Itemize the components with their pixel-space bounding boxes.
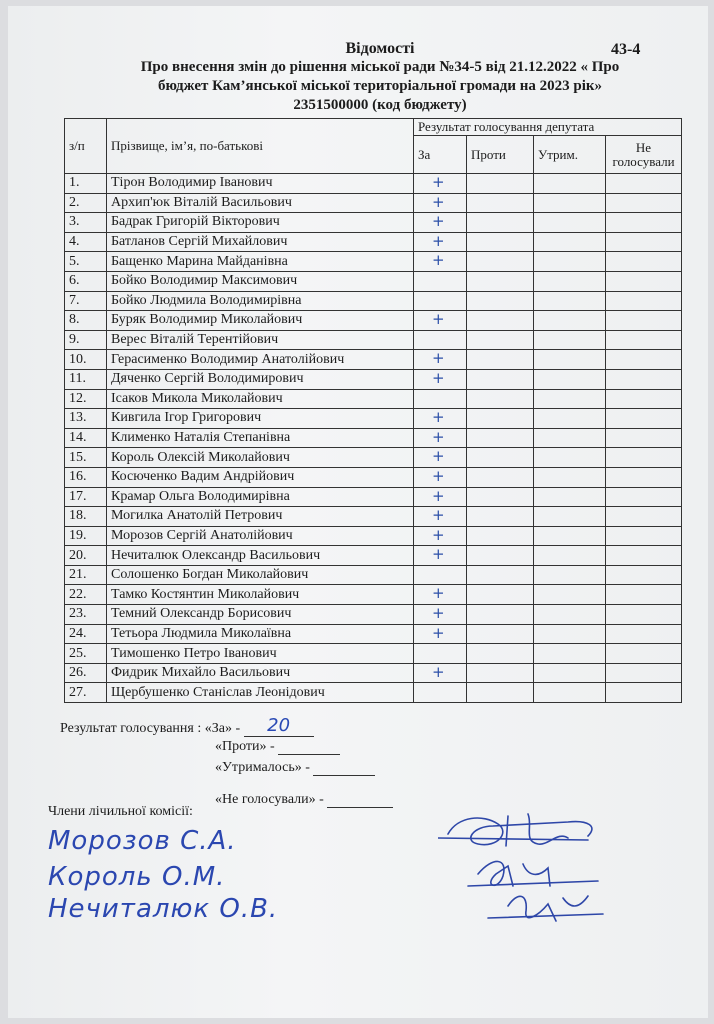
header-num: з/п: [65, 119, 107, 174]
result-za-blank: [244, 715, 314, 737]
row-name: Темний Олександр Борисович: [107, 605, 414, 625]
row-name: Бащенко Марина Майданівна: [107, 252, 414, 272]
row-proty: [467, 213, 534, 233]
row-name: Буряк Володимир Миколайович: [107, 311, 414, 331]
table-row: [65, 507, 682, 527]
row-utrym: [534, 467, 606, 487]
row-utrym: [534, 565, 606, 585]
row-name: Косюченко Вадим Андрійович: [107, 467, 414, 487]
row-num: 23.: [65, 605, 107, 625]
result-za-label: «За» -: [204, 721, 241, 736]
row-proty: [467, 291, 534, 311]
table-row: [65, 448, 682, 468]
row-utrym: [534, 487, 606, 507]
row-utrym: [534, 271, 606, 291]
header-ne-holosuvaly: Не голосували: [606, 136, 682, 174]
vote-mark: +: [432, 428, 445, 446]
table-row: [65, 546, 682, 566]
row-utrym: [534, 291, 606, 311]
header-utrym: Утрим.: [534, 136, 606, 174]
header-za: За: [414, 136, 467, 174]
table-row: [65, 232, 682, 252]
row-utrym: [534, 330, 606, 350]
row-za: [414, 291, 467, 311]
row-name: Тетьора Людмила Миколаївна: [107, 624, 414, 644]
table-row: [65, 526, 682, 546]
result-ne-blank: [327, 791, 393, 808]
document-subtitle-line-2: бюджет Кам’янської міської територіальної громади на 2023 рік»: [157, 78, 603, 94]
result-proty-label: «Проти» -: [215, 739, 275, 754]
table-row: [65, 428, 682, 448]
row-proty: [467, 605, 534, 625]
row-proty: [467, 350, 534, 370]
vote-mark: +: [432, 663, 445, 681]
row-utrym: [534, 428, 606, 448]
row-ne: [606, 213, 682, 233]
row-name: Тамко Костянтин Миколайович: [107, 585, 414, 605]
row-name: Батланов Сергій Михайлович: [107, 232, 414, 252]
row-proty: [467, 193, 534, 213]
row-proty: [467, 409, 534, 429]
row-ne: [606, 369, 682, 389]
row-utrym: [534, 311, 606, 331]
row-name: Тірон Володимир Іванович: [107, 174, 414, 194]
document-number: 43-4: [611, 41, 641, 58]
table-row: [65, 487, 682, 507]
row-num: 1.: [65, 174, 107, 194]
row-utrym: [534, 232, 606, 252]
row-ne: [606, 546, 682, 566]
row-proty: [467, 487, 534, 507]
row-utrym: [534, 213, 606, 233]
row-za: [414, 213, 467, 233]
document-subtitle-line-1: Про внесення змін до рішення міської ради №34-5 від 21.12.2022 « Про: [140, 59, 620, 75]
row-za: [414, 389, 467, 409]
row-proty: [467, 644, 534, 664]
row-utrym: [534, 624, 606, 644]
row-ne: [606, 330, 682, 350]
vote-mark: +: [432, 193, 445, 211]
result-utrym-label: «Утрималось» -: [215, 760, 310, 775]
row-ne: [606, 350, 682, 370]
row-num: 8.: [65, 311, 107, 331]
table-row: [65, 311, 682, 331]
row-za: [414, 330, 467, 350]
row-za: [414, 565, 467, 585]
vote-mark: +: [432, 604, 445, 623]
row-num: 4.: [65, 232, 107, 252]
row-proty: [467, 467, 534, 487]
document-header: [80, 39, 680, 115]
row-za: [414, 271, 467, 291]
table-row: [65, 683, 682, 703]
row-proty: [467, 624, 534, 644]
result-za-line: [60, 715, 314, 737]
table-row: [65, 389, 682, 409]
row-ne: [606, 683, 682, 703]
row-num: 18.: [65, 507, 107, 527]
table-header-row-1: [65, 119, 682, 136]
row-ne: [606, 507, 682, 527]
vote-mark: +: [432, 545, 445, 564]
vote-mark: +: [432, 447, 445, 466]
table-row: [65, 565, 682, 585]
row-za: [414, 252, 467, 272]
result-ne-label: «Не голосували» -: [215, 792, 324, 807]
row-ne: [606, 448, 682, 468]
row-name: Могилка Анатолій Петрович: [107, 507, 414, 527]
row-utrym: [534, 389, 606, 409]
row-num: 11.: [65, 369, 107, 389]
voting-table: [64, 118, 682, 703]
row-za: [414, 644, 467, 664]
row-utrym: [534, 369, 606, 389]
row-za: [414, 507, 467, 527]
row-num: 13.: [65, 409, 107, 429]
row-name: Верес Віталій Терентійович: [107, 330, 414, 350]
row-name: Кивгила Ігор Григорович: [107, 409, 414, 429]
vote-mark: +: [432, 584, 445, 603]
vote-mark: +: [432, 624, 445, 642]
row-name: Фидрик Михайло Васильович: [107, 663, 414, 683]
header-result: Результат голосування депутата: [414, 119, 682, 136]
table-row: [65, 644, 682, 664]
row-num: 9.: [65, 330, 107, 350]
row-za: [414, 193, 467, 213]
row-utrym: [534, 174, 606, 194]
row-utrym: [534, 448, 606, 468]
row-name: Герасименко Володимир Анатолійович: [107, 350, 414, 370]
row-proty: [467, 330, 534, 350]
row-ne: [606, 311, 682, 331]
row-ne: [606, 428, 682, 448]
row-utrym: [534, 663, 606, 683]
commission-member-3: Нечиталюк О.В.: [48, 894, 279, 924]
row-ne: [606, 585, 682, 605]
row-num: 5.: [65, 252, 107, 272]
table-row: [65, 585, 682, 605]
row-name: Бадрак Григорій Вікторович: [107, 213, 414, 233]
row-ne: [606, 389, 682, 409]
row-ne: [606, 644, 682, 664]
commission-member-2: Король О.М.: [48, 862, 226, 892]
row-za: [414, 369, 467, 389]
row-num: 17.: [65, 487, 107, 507]
row-utrym: [534, 409, 606, 429]
table-row: [65, 330, 682, 350]
row-ne: [606, 605, 682, 625]
row-num: 21.: [65, 565, 107, 585]
row-za: [414, 487, 467, 507]
table-row: [65, 252, 682, 272]
result-utrym-line: [215, 759, 375, 776]
row-za: [414, 232, 467, 252]
row-utrym: [534, 585, 606, 605]
row-proty: [467, 526, 534, 546]
row-proty: [467, 174, 534, 194]
row-utrym: [534, 252, 606, 272]
row-utrym: [534, 526, 606, 546]
row-za: [414, 428, 467, 448]
vote-mark: +: [432, 408, 445, 427]
result-proty-line: [215, 738, 340, 755]
row-proty: [467, 565, 534, 585]
commission-member-1: Морозов С.А.: [48, 826, 237, 856]
row-za: [414, 526, 467, 546]
row-za: [414, 448, 467, 468]
vote-mark: +: [432, 212, 445, 231]
row-proty: [467, 232, 534, 252]
table-row: [65, 271, 682, 291]
row-name: Дяченко Сергій Володимирович: [107, 369, 414, 389]
row-ne: [606, 271, 682, 291]
row-proty: [467, 369, 534, 389]
row-num: 14.: [65, 428, 107, 448]
result-proty-blank: [278, 738, 340, 755]
row-num: 2.: [65, 193, 107, 213]
commission-title: Члени лічильної комісії:: [48, 804, 193, 819]
row-ne: [606, 174, 682, 194]
result-utrym-blank: [313, 759, 375, 776]
row-proty: [467, 585, 534, 605]
row-utrym: [534, 507, 606, 527]
table-row: [65, 174, 682, 194]
table-row: [65, 193, 682, 213]
row-num: 10.: [65, 350, 107, 370]
header-proty: Проти: [467, 136, 534, 174]
row-za: [414, 624, 467, 644]
row-ne: [606, 232, 682, 252]
table-row: [65, 409, 682, 429]
row-proty: [467, 683, 534, 703]
row-num: 19.: [65, 526, 107, 546]
row-ne: [606, 467, 682, 487]
row-za: [414, 409, 467, 429]
row-name: Щербушенко Станіслав Леонідович: [107, 683, 414, 703]
row-ne: [606, 487, 682, 507]
document-sheet: [8, 6, 708, 1018]
row-ne: [606, 663, 682, 683]
vote-mark: +: [432, 487, 445, 505]
vote-mark: +: [432, 349, 445, 368]
row-utrym: [534, 683, 606, 703]
row-name: Клименко Наталія Степанівна: [107, 428, 414, 448]
row-name: Архип'юк Віталій Васильович: [107, 193, 414, 213]
row-proty: [467, 428, 534, 448]
result-ne-line: [215, 791, 393, 808]
result-za-value: 20: [267, 715, 291, 736]
row-name: Нечиталюк Олександр Васильович: [107, 546, 414, 566]
row-proty: [467, 311, 534, 331]
row-ne: [606, 409, 682, 429]
vote-mark: +: [432, 232, 445, 250]
row-ne: [606, 252, 682, 272]
table-row: [65, 213, 682, 233]
row-num: 24.: [65, 624, 107, 644]
row-name: Бойко Людмила Володимирівна: [107, 291, 414, 311]
row-name: Крамар Ольга Володимирівна: [107, 487, 414, 507]
vote-mark: +: [432, 369, 445, 387]
row-utrym: [534, 644, 606, 664]
row-ne: [606, 565, 682, 585]
row-proty: [467, 663, 534, 683]
row-za: [414, 683, 467, 703]
row-proty: [467, 271, 534, 291]
row-utrym: [534, 350, 606, 370]
row-za: [414, 174, 467, 194]
row-num: 3.: [65, 213, 107, 233]
row-num: 26.: [65, 663, 107, 683]
row-proty: [467, 546, 534, 566]
row-utrym: [534, 193, 606, 213]
row-ne: [606, 624, 682, 644]
row-za: [414, 546, 467, 566]
document-title: Відомості: [345, 40, 415, 57]
row-num: 20.: [65, 546, 107, 566]
vote-mark: +: [432, 310, 445, 329]
table-row: [65, 624, 682, 644]
row-ne: [606, 193, 682, 213]
row-name: Ісаков Микола Миколайович: [107, 389, 414, 409]
row-ne: [606, 526, 682, 546]
row-num: 6.: [65, 271, 107, 291]
vote-mark: +: [432, 251, 445, 270]
document-subtitle-line-3: 2351500000 (код бюджету): [293, 97, 467, 113]
row-num: 16.: [65, 467, 107, 487]
row-za: [414, 605, 467, 625]
header-name: Прізвище, ім’я, по-батькові: [107, 119, 414, 174]
row-proty: [467, 507, 534, 527]
table-row: [65, 663, 682, 683]
signatures-graphic: [438, 786, 618, 936]
row-name: Солошенко Богдан Миколайович: [107, 565, 414, 585]
row-name: Бойко Володимир Максимович: [107, 271, 414, 291]
row-za: [414, 467, 467, 487]
table-row: [65, 369, 682, 389]
row-num: 12.: [65, 389, 107, 409]
row-utrym: [534, 546, 606, 566]
table-row: [65, 291, 682, 311]
row-proty: [467, 389, 534, 409]
row-name: Король Олексій Миколайович: [107, 448, 414, 468]
row-za: [414, 350, 467, 370]
row-num: 27.: [65, 683, 107, 703]
row-proty: [467, 252, 534, 272]
vote-mark: +: [432, 526, 445, 544]
row-num: 22.: [65, 585, 107, 605]
row-num: 15.: [65, 448, 107, 468]
row-proty: [467, 448, 534, 468]
vote-mark: +: [432, 506, 445, 525]
row-za: [414, 663, 467, 683]
table-row: [65, 350, 682, 370]
row-num: 7.: [65, 291, 107, 311]
vote-mark: +: [432, 173, 445, 191]
row-name: Морозов Сергій Анатолійович: [107, 526, 414, 546]
row-num: 25.: [65, 644, 107, 664]
vote-mark: +: [432, 467, 445, 485]
row-ne: [606, 291, 682, 311]
result-label: Результат голосування :: [60, 721, 202, 736]
table-row: [65, 605, 682, 625]
row-utrym: [534, 605, 606, 625]
row-za: [414, 585, 467, 605]
row-za: [414, 311, 467, 331]
table-row: [65, 467, 682, 487]
row-name: Тимошенко Петро Іванович: [107, 644, 414, 664]
